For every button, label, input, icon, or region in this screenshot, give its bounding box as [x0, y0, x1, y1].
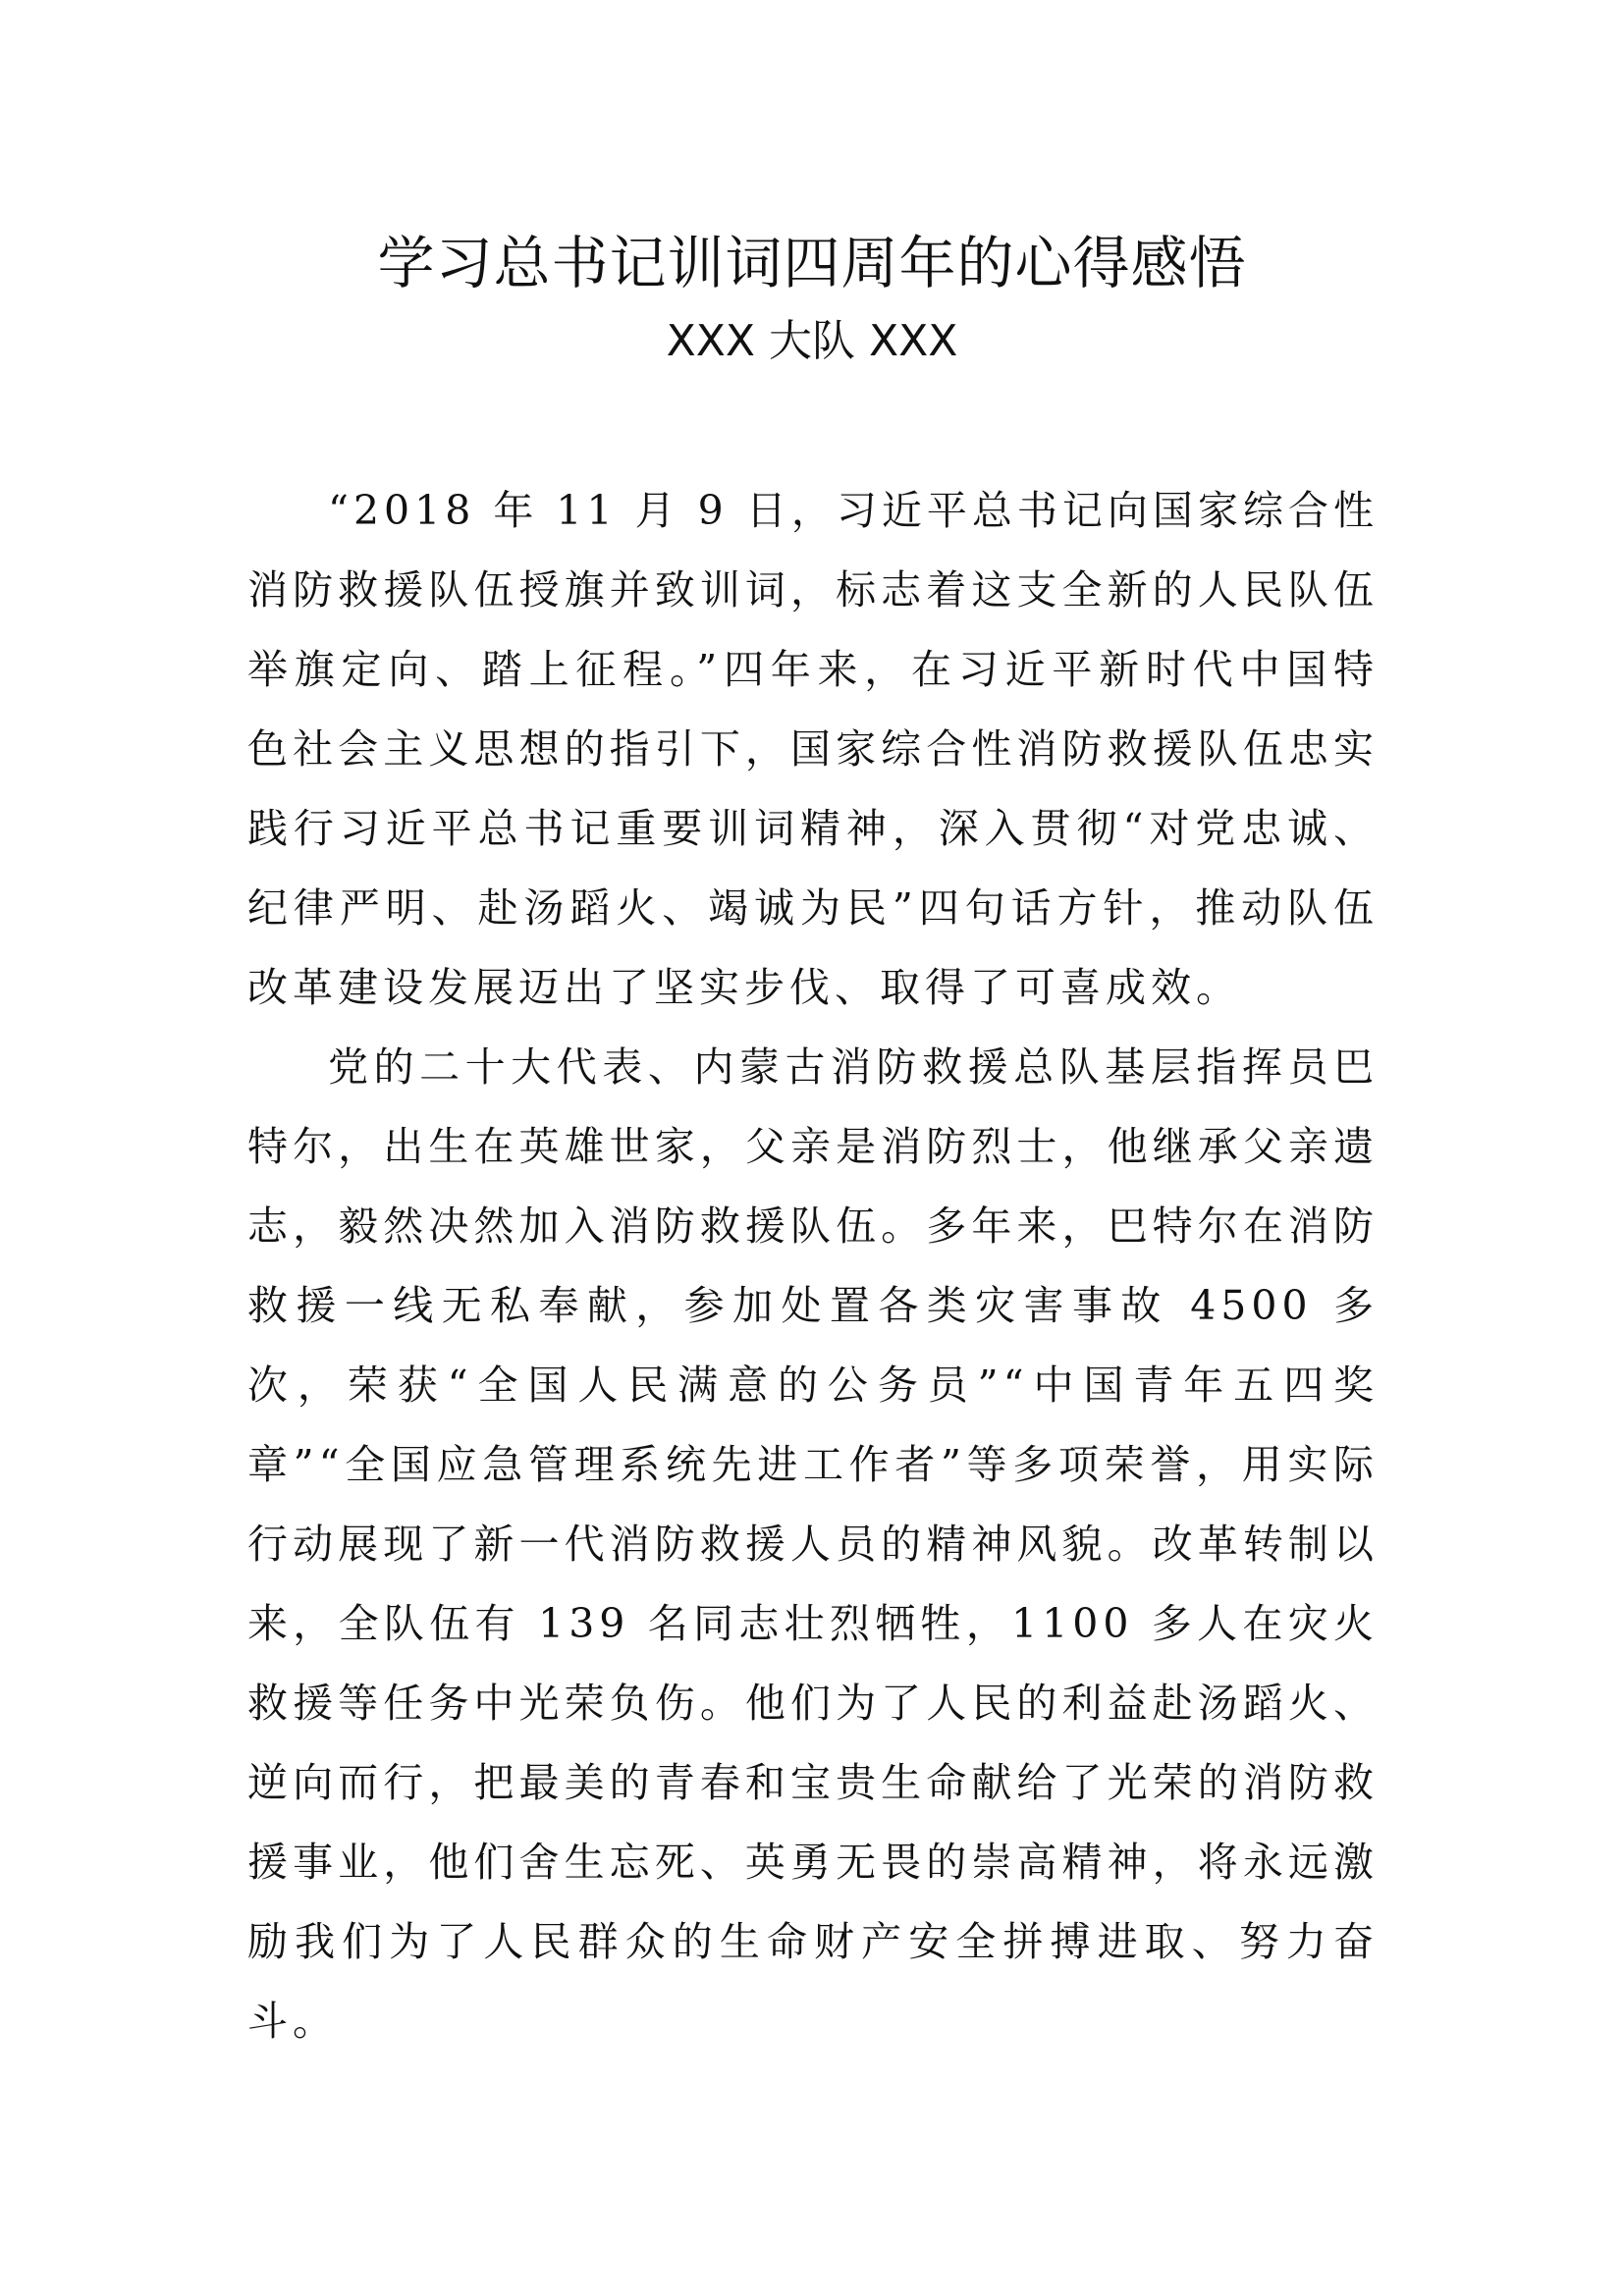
paragraph-2: 党的二十大代表、内蒙古消防救援总队基层指挥员巴特尔，出生在英雄世家，父亲是消防烈士，他继承父亲遗志，毅然决然加入消防救援队伍。多年来，巴特尔在消防救援一线无私奉献，参加处置各类灾害事故 4500 多次，荣获“全国人民满意的公务员”“中国青年五四奖章”“全国应急管理系统先进工作者”等多项荣誉，用实际行动展现了新一代消防救援人员的精神风貌。改革转制以来，全队伍有 139 名同志壮烈牺牲，1100 多人在灾火救援等任务中光荣负伤。他们为了人民的利益赴汤蹈火、逆向而行，把最美的青春和宝贵生命献给了光荣的消防救援事业，他们舍生忘死、英勇无畏的崇高精神，将永远激励我们为了人民群众的生命财产安全拼搏进取、努力奋斗。: [247, 1043, 1379, 2045]
document-body: [247, 471, 1379, 2061]
document-title: 学习总书记训词四周年的心得感悟: [377, 230, 1247, 296]
document-author: XXX 大队 XXX: [666, 316, 958, 366]
paragraph-1: “2018 年 11 月 9 日，习近平总书记向国家综合性消防救援队伍授旗并致训词，标志着这支全新的人民队伍举旗定向、踏上征程。”四年来，在习近平新时代中国特色社会主义思想的指引下，国家综合性消防救援队伍忠实践行习近平总书记重要训词精神，深入贯彻“对党忠诚、纪律严明、赴汤蹈火、竭诚为民”四句话方针，推动队伍改革建设发展迈出了坚实步伐、取得了可喜成效。: [247, 487, 1379, 1011]
